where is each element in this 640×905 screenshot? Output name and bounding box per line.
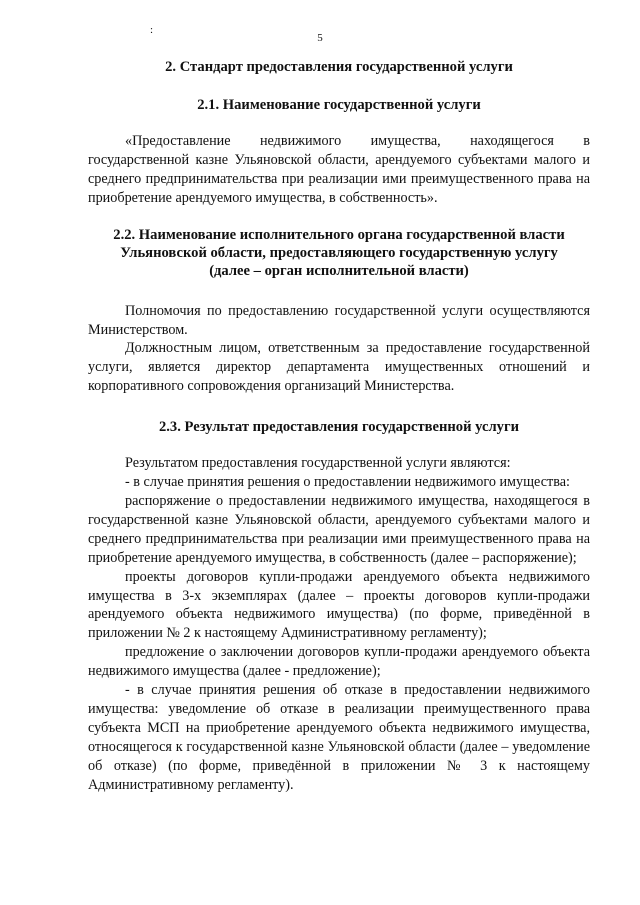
section-2-3-paragraph-3: распоряжение о предоставлении недвижимого имущества, находящегося в государственной казне Ульяновской области, арендуемого субъектами малого и среднего предпринимательства при реализации ими преимущественного права на приобретение арендуемого имущества, в собственность (далее – распоряжение);: [88, 492, 590, 566]
section-2-1-text: «Предоставление недвижимого имущества, находящегося в государственной казне Ульяновской области, арендуемого субъектами малого и среднего предпринимательства при реализации ими преимущественного права на приобретение арендуемого имущества, в собственность».: [88, 133, 590, 206]
section-2-3-title: 2.3. Результат предоставления государственной услуги: [158, 419, 520, 436]
section-2-2-title-line3: (далее – орган исполнительной власти): [209, 262, 469, 279]
page-content: [88, 58, 590, 794]
section-2-2-title-line2: Ульяновской области, предоставляющего государственную услугу: [120, 244, 558, 261]
section-2-3-paragraph-5: предложение о заключении договоров купли-продажи арендуемого объекта недвижимого имущества (далее - предложение);: [88, 644, 590, 680]
section-2-3-paragraph-6: - в случае принятия решения об отказе в предоставлении недвижимого имущества: уведомление об отказе в реализации преимущественного права субъекта МСП на приобретение арендуемого объекта недвижимого имущества, относящегося к государственной казне Ульяновской области (далее – уведомление об отказе) (по форме, приведённой в приложении № 3 к настоящему Административному регламенту).: [88, 682, 590, 793]
section-2-2-title-line1: 2.2. Наименование исполнительного органа государственной власти: [113, 226, 565, 243]
section-2-2-paragraph-1: Полномочия по предоставлению государственной услуги осуществляются Министерством.: [88, 302, 590, 338]
section-2-3-paragraph-2: - в случае принятия решения о предоставлении недвижимого имущества:: [125, 474, 570, 491]
section-2-title: 2. Стандарт предоставления государственной услуги: [165, 59, 513, 75]
section-2-3-paragraph-4: проекты договоров купли-продажи арендуемого объекта недвижимого имущества в 3-х экземплярах (далее – проекты договоров купли-продажи арендуемого объекта недвижимого имущества) (по форме, приведённой в приложении № 2 к настоящему Административному регламенту);: [88, 568, 590, 642]
section-2-2-paragraph-2: Должностным лицом, ответственным за предоставление государственной услуги, является директор департамента имущественных отношений и корпоративного сопровождения организаций Министерства.: [88, 340, 590, 395]
section-2-1-title: 2.1. Наименование государственной услуги: [197, 97, 481, 113]
page-number: 5: [317, 32, 323, 44]
section-2-3-paragraph-1: Результатом предоставления государственной услуги являются:: [125, 455, 511, 472]
corner-mark: :: [150, 24, 154, 36]
